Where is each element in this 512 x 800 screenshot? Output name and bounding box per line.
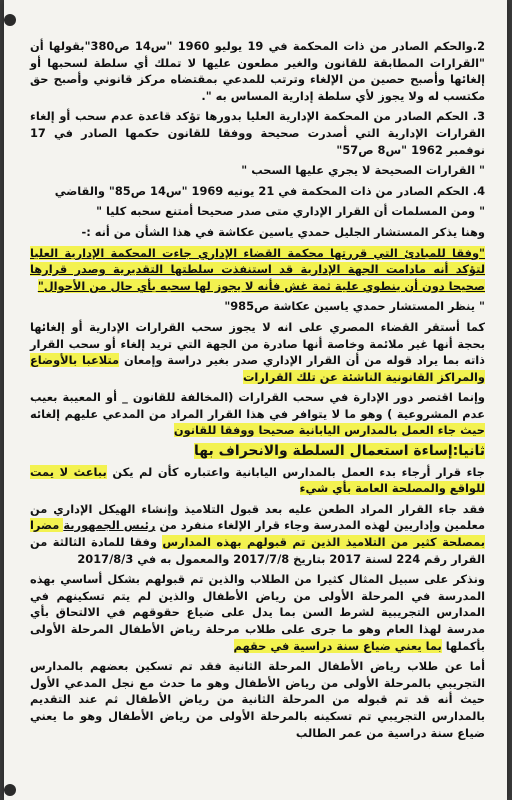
highlighted-text: مضرا بمصلحة كثير من التلاميذ الذين تم قبولهم بهذه المدارس bbox=[30, 518, 485, 550]
paragraph bbox=[30, 319, 485, 385]
document-body bbox=[4, 0, 507, 741]
paragraph bbox=[30, 108, 485, 158]
paragraph bbox=[30, 203, 485, 220]
text-segment: رئيس الجمهورية bbox=[63, 518, 156, 533]
punch-hole bbox=[4, 14, 16, 26]
text-segment: وفقا للمادة الثالثة من القرار رقم 224 لسنة 2017 بتاريخ 2017/7/8 والمعمول به في 2017/8/3 bbox=[30, 535, 485, 566]
paragraph bbox=[30, 298, 485, 315]
highlighted-text: "وفقا للمبادئ التي قررتها محكمة القضاء الإداري جاءت المحكمة الإدارية العليا لتؤكد أنه مادامت الجهة الإدارية قد استنفذت سلطتها التقديرية وصدر قرارها صحيحا دون أن ينطوي علية ثمة غش فأنه لا يجوز لها سحبه بأي حال من الأحوال" bbox=[30, 245, 485, 293]
text-segment: فقد جاء القرار المراد الطعن عليه بعد قبول التلاميذ وإنشاء الهيكل الإداري من معلمين وإداريين لهذه المدرسة وجاء قرار الإلغاء منفرد من bbox=[30, 501, 486, 533]
paragraph bbox=[30, 245, 485, 295]
text-segment: " ومن المسلمات أن القرار الإداري متى صدر صحيحا أمتنع سحبه كليا " bbox=[96, 204, 485, 219]
paragraph bbox=[30, 183, 485, 200]
text-segment: وهنا يذكر المستشار الجليل حمدي ياسين عكاشة في هذا الشأن من أنه :- bbox=[81, 224, 485, 239]
section-heading bbox=[30, 443, 485, 460]
document-page bbox=[4, 0, 507, 800]
text-segment: 2.والحكم الصادر من ذات المحكمة في 19 يوليو 1960 "س14 ص380"بقولها أن "القرارات المطابقة للقانون والغير مطعون عليها لا تملك أي سلطة لسحبها أو إلغائها وأصبح حصين من الإلغاء وترتب للمدعي بمقتضاه مركز قانوني وأصبح حق مكتسب له ولا يجوز لأي سلطة إدارية المساس به ". bbox=[30, 39, 486, 103]
text-segment: كما أستقر القضاء المصري على انه لا يجوز سحب القرارات الإدارية أو إلغائها بحجة أنها غير ملائمة وخاصة أنها صادرة من الجهة التي تريد إلغاء أو سحب القرار ذاته بما يراد قوله من أن القرار الإداري صدر بغير دراسة وإمعان bbox=[30, 319, 485, 368]
paragraph bbox=[30, 389, 485, 439]
text-segment: " ينظر المستشار حمدي ياسين عكاشة ص985" bbox=[224, 299, 485, 314]
highlighted-text: ثانيا:إساءة استعمال السلطة والانحراف بها bbox=[194, 443, 485, 460]
highlighted-text: حيث جاء العمل بالمدارس اليابانية صحيحا ووفقا للقانون bbox=[173, 423, 485, 438]
text-segment: " القرارات الصحيحة لا يجري عليها السحب " bbox=[241, 163, 485, 178]
highlighted-text: بباعث لا يمت للواقع والمصلحة العامة بأي شيء bbox=[30, 464, 485, 496]
text-segment: 4. الحكم الصادر من ذات المحكمة في 21 يونيه 1969 "س14 ص85" والقاضي bbox=[54, 183, 485, 198]
text-segment: 3. الحكم الصادر من المحكمة الإدارية العليا بدورها تؤكد قاعدة عدم سحب أو إلغاء القرارات الإدارية التي أصدرت صحيحة ووفقا للقانون حكمها الصادر في 17 نوفمبر 1962 "س8 ص57" bbox=[30, 109, 485, 157]
paragraph bbox=[30, 162, 485, 179]
paragraph bbox=[30, 224, 485, 241]
highlighted-text: بما يعني ضياع سنة دراسية في حقهم bbox=[233, 638, 442, 653]
paragraph bbox=[30, 658, 485, 741]
highlighted-text: متلاعبا بالأوضاع والمراكز القانونية الناشئة عن تلك القرارات bbox=[30, 353, 485, 384]
text-segment: ونذكر على سبيل المثال كثيرا من الطلاب والذين تم قبولهم بشكل أساسي بهذه المدرسة في المرحلة الأولى من رياض الأطفال والذين لم يتم تسكينهم في المدارس التجريبية لشرط السن بما يدل على ضياع حقوقهم في الالتحاق بأي مدرسة لهذا العام وهو ما جرى على طلاب مرحلة رياض الأطفال المرحلة الأولى بأكملها bbox=[30, 572, 485, 653]
paragraph bbox=[30, 464, 485, 497]
punch-hole bbox=[4, 784, 16, 796]
text-segment: جاء قرار أرجاء بدء العمل بالمدارس اليابانية واعتباره كأن لم يكن bbox=[106, 464, 485, 479]
text-segment: أما عن طلاب رياض الأطفال المرحلة الثانية فقد تم تسكين بعضهم بالمدارس التجريبي بالمرحلة الأولى من رياض الأطفال وهو ما حدث مع نجل المدعي الأول حيث أنه قد تم قبوله من المرحلة الثانية من رياض الأطفال ثم عند التقديم بالمدارس التجريبي تم تسكينه بالمرحلة الأولى من رياض الأطفال وهو ما يعني ضياع سنة دراسية من عمر الطالب bbox=[30, 659, 485, 740]
paragraph bbox=[30, 501, 485, 567]
paragraph bbox=[30, 38, 485, 104]
paragraph bbox=[30, 571, 485, 654]
text-segment: وإنما اقتصر دور الإدارة في سحب القرارات (المخالفة للقانون _ أو المعيبة بعيب عدم المشروعية ) وهو ما لا يتوافر في هذا القرار المراد من المدعي عليهم إلغائه bbox=[30, 390, 485, 421]
